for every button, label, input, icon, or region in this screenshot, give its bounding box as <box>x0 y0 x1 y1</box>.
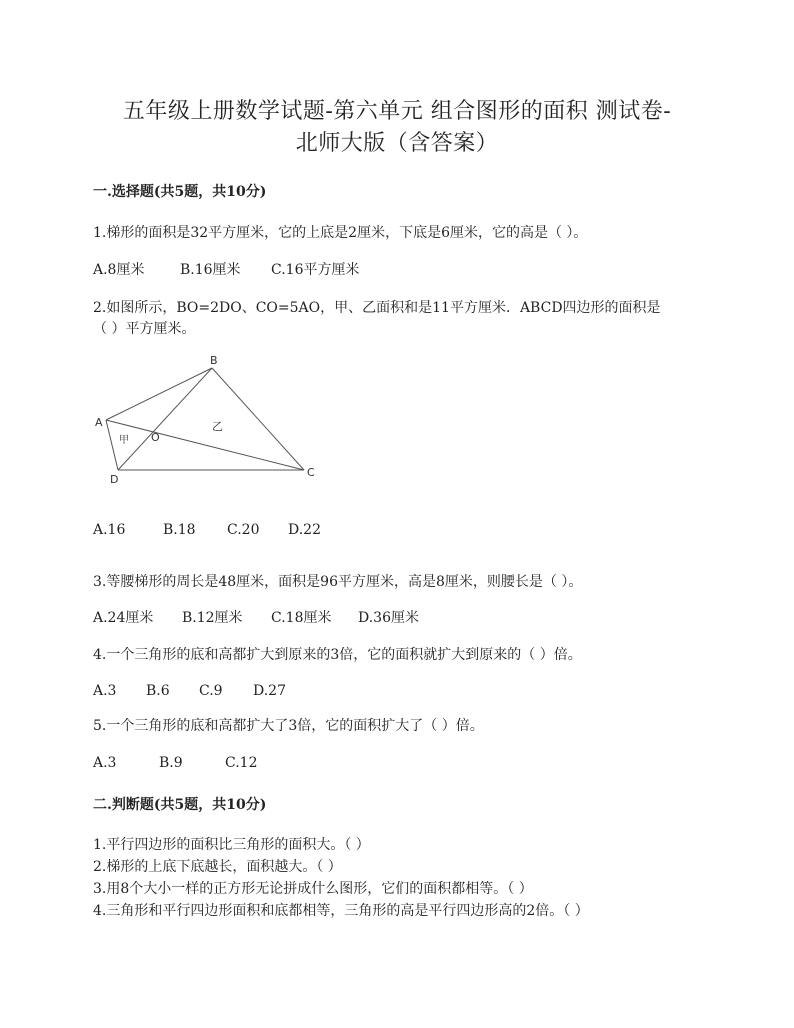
question-4-options <box>93 681 286 701</box>
section-heading-choice: 一.选择题(共5题，共10分) <box>93 184 267 200</box>
option: B.16厘米 <box>180 262 241 278</box>
option: C.9 <box>199 683 223 699</box>
label-yi: 乙 <box>212 420 223 433</box>
diagonal-bd <box>118 368 212 470</box>
option: C.20 <box>227 522 260 538</box>
label-a: A <box>95 416 103 429</box>
option: C.12 <box>225 755 258 771</box>
question-3-text: 3.等腰梯形的周长是48厘米，面积是96平方厘米，高是8厘米，则腰长是（ ）。 <box>93 574 583 590</box>
question-3-options <box>93 608 419 628</box>
label-jia: 甲 <box>119 435 129 446</box>
option: B.12厘米 <box>182 610 243 626</box>
edge-ab <box>106 368 212 420</box>
question-1-options <box>93 260 359 280</box>
section-heading-judgement: 二.判断题(共5题，共10分) <box>93 797 267 813</box>
label-o: O <box>151 431 160 444</box>
question-5-text: 5.一个三角形的底和高都扩大了3倍，它的面积扩大了（ ）倍。 <box>93 718 484 734</box>
question-2-text-line1: 2.如图所示，BO=2DO、CO=5AO，甲、乙面积和是11平方厘米．ABCD四边形的面积是 <box>93 300 661 316</box>
edge-bc <box>212 368 304 470</box>
option: C.16平方厘米 <box>271 262 360 278</box>
option: D.36厘米 <box>358 610 419 626</box>
question-1-text: 1.梯形的面积是32平方厘米，它的上底是2厘米，下底是6厘米，它的高是（ ）。 <box>93 225 588 241</box>
option: B.6 <box>146 683 170 699</box>
judge-item-2: 2.梯形的上底下底越长，面积越大。（ ） <box>93 859 342 875</box>
page-title-line2: 北师大版（含答案） <box>295 131 499 156</box>
question-2-text-line2: （ ）平方厘米。 <box>93 321 196 337</box>
option: B.18 <box>163 522 196 538</box>
option: A.16 <box>93 522 126 538</box>
diagonal-ac <box>106 420 304 470</box>
judge-item-1: 1.平行四边形的面积比三角形的面积大。（ ） <box>93 837 370 853</box>
page-title-line1: 五年级上册数学试题-第六单元 组合图形的面积 测试卷- <box>122 99 672 124</box>
option: A.3 <box>93 755 117 771</box>
label-b: B <box>210 354 218 367</box>
option: D.22 <box>288 522 321 538</box>
judge-item-4: 4.三角形和平行四边形面积和底都相等，三角形的高是平行四边形高的2倍。（ ） <box>93 903 589 919</box>
edge-da <box>106 420 118 470</box>
option: A.24厘米 <box>93 610 154 626</box>
option: C.18厘米 <box>271 610 332 626</box>
label-d: D <box>110 473 119 486</box>
option: B.9 <box>159 755 183 771</box>
question-4-text: 4.一个三角形的底和高都扩大到原来的3倍，它的面积就扩大到原来的（ ）倍。 <box>93 647 582 663</box>
question-5-options <box>93 753 257 773</box>
option: A.8厘米 <box>93 262 145 278</box>
option: A.3 <box>93 683 117 699</box>
label-c: C <box>307 466 315 479</box>
judge-item-3: 3.用8个大小一样的正方形无论拼成什么图形，它们的面积都相等。（ ） <box>93 881 533 897</box>
option: D.27 <box>253 683 286 699</box>
question-2-options <box>93 520 321 540</box>
quadrilateral-figure <box>92 350 332 490</box>
